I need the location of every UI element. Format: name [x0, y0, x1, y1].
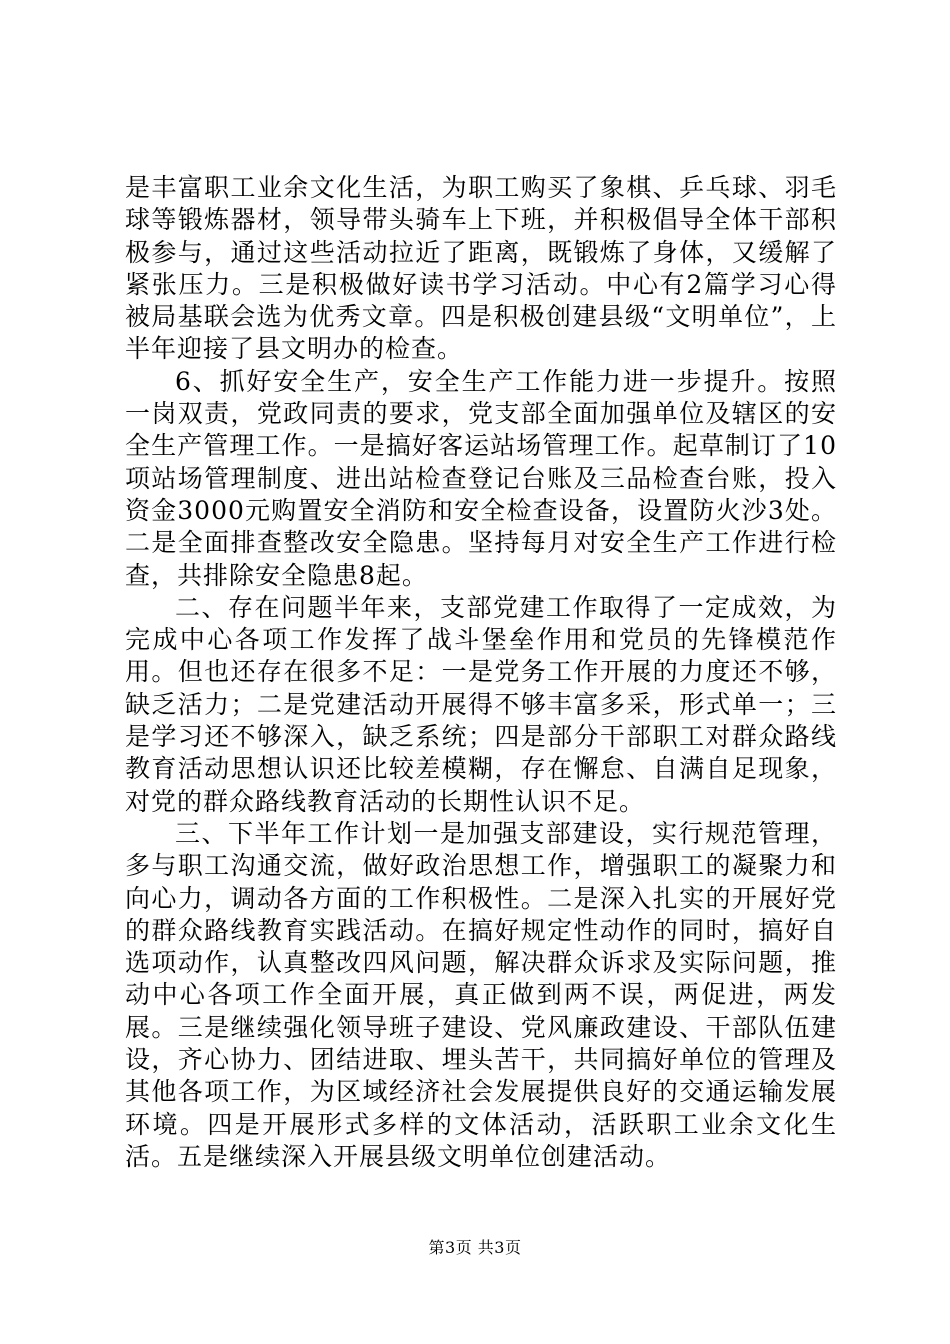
- paragraph-work-plan: 三、下半年工作计划一是加强支部建设，实行规范管理，多与职工沟通交流，做好政治思想工作，增强职工的凝聚力和向心力，调动各方面的工作积极性。二是深入扎实的开展好党的群众路线教育实践活动。在搞好规定性动作的同时，搞好自选项动作，认真整改四风问题，解决群众诉求及实际问题，推动中心各项工作全面开展，真正做到两不误，两促进，两发展。三是继续强化领导班子建设、党风廉政建设、干部队伍建设，齐心协力、团结进取、埋头苦干，共同搞好单位的管理及其他各项工作，为区域经济社会发展提供良好的交通运输发展环境。四是开展形式多样的文体活动，活跃职工业余文化生活。五是继续深入开展县级文明单位创建活动。: [125, 818, 837, 1171]
- paragraph-continuation: 是丰富职工业余文化生活，为职工购买了象棋、乒乓球、羽毛球等锻炼器材，领导带头骑车上下班，并积极倡导全体干部积极参与，通过这些活动拉近了距离，既锻炼了身体，又缓解了紧张压力。三是积极做好读书学习活动。中心有2篇学习心得被局基联会选为优秀文章。四是积极创建县级“文明单位”，上半年迎接了县文明办的检查。: [125, 173, 837, 364]
- paragraph-safety-production: 6、抓好安全生产，安全生产工作能力进一步提升。按照一岗双责，党政同责的要求，党支部全面加强单位及辖区的安全生产管理工作。一是搞好客运站场管理工作。起草制订了10项站场管理制度、进出站检查登记台账及三品检查台账，投入资金3000元购置安全消防和安全检查设备，设置防火沙3处。二是全面排查整改安全隐患。坚持每月对安全生产工作进行检查，共排除安全隐患8起。: [125, 366, 837, 590]
- document-body: [125, 172, 837, 1173]
- paragraph-existing-problems: 二、存在问题半年来，支部党建工作取得了一定成效，为完成中心各项工作发挥了战斗堡垒作用和党员的先锋模范作用。但也还存在很多不足：一是党务工作开展的力度还不够，缺乏活力；二是党建活动开展得不够丰富多采，形式单一；三是学习还不够深入，缺乏系统；四是部分干部职工对群众路线教育活动思想认识还比较差模糊，存在懈怠、自满自足现象，对党的群众路线教育活动的长期性认识不足。: [125, 592, 837, 816]
- page-footer: 第3页 共3页: [428, 1238, 522, 1257]
